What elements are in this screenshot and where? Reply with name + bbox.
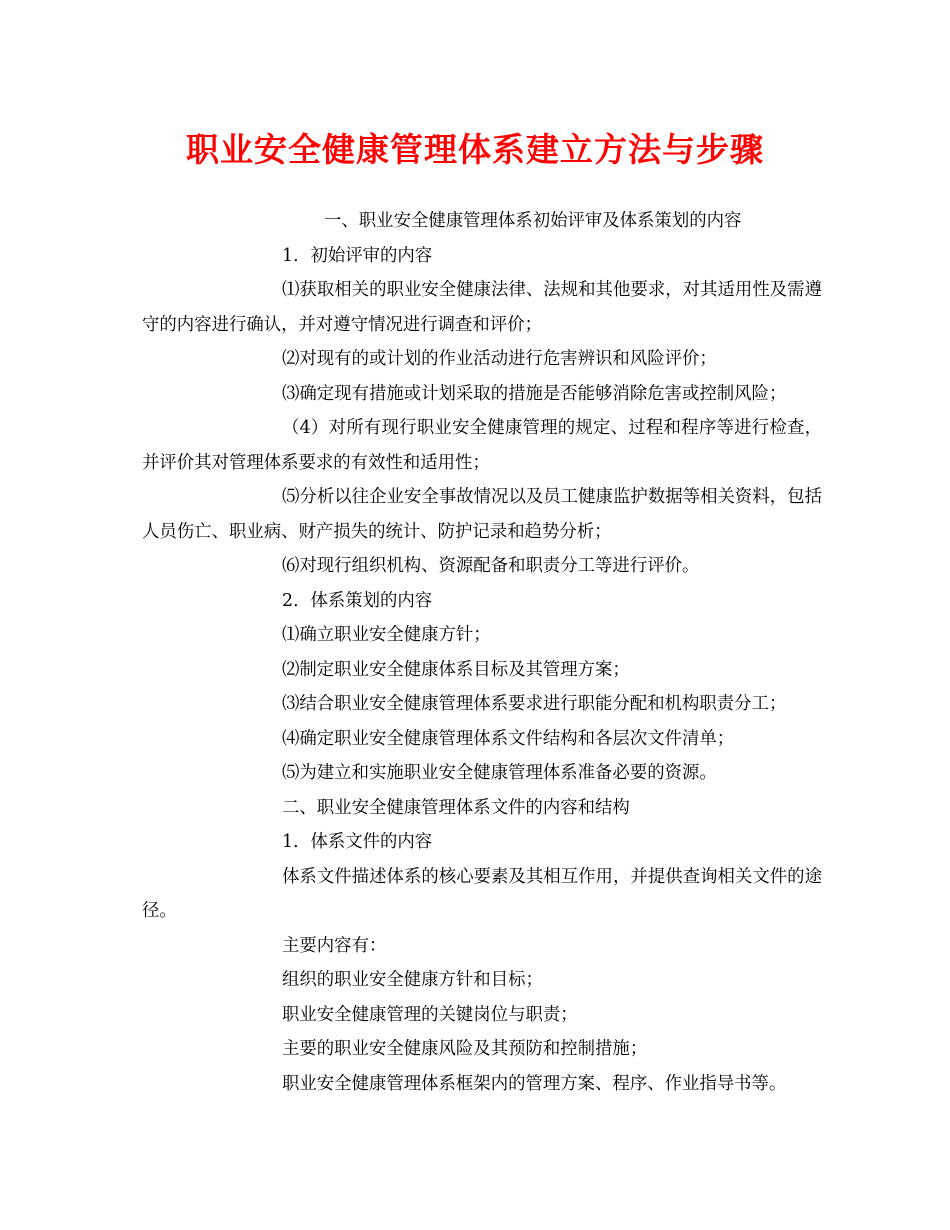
subsection-heading-1-1: 1．初始评审的内容 [282,245,433,266]
subsection-heading-1-2: 2．体系策划的内容 [282,590,433,611]
list-item: ⑵制定职业安全健康体系目标及其管理方案； [282,659,630,680]
body-paragraph: 主要内容有： [282,935,387,956]
document-body [142,204,822,1101]
subsection-heading-2-1: 1．体系文件的内容 [282,832,433,852]
document-title: 职业安全健康管理体系建立方法与步骤 [186,130,764,169]
list-item: ⑶结合职业安全健康管理体系要求进行职能分配和机构职责分工； [282,694,787,714]
list-item: 职业安全健康管理体系框架内的管理方案、程序、作业指导书等。 [282,1073,787,1094]
list-item: 组织的职业安全健康方针和目标； [282,970,543,990]
list-item: 主要的职业安全健康风险及其预防和控制措施； [282,1039,648,1059]
list-item: ⑴确立职业安全健康方针； [282,625,491,645]
list-item: ⑷确定职业安全健康管理体系文件结构和各层次文件清单； [282,728,735,749]
section-heading-1: 一、职业安全健康管理体系初始评审及体系策划的内容 [324,211,742,231]
list-item: ⑸为建立和实施职业安全健康管理体系准备必要的资源。 [282,763,717,783]
list-item: 职业安全健康管理的关键岗位与职责； [282,1004,578,1025]
list-item: ⑶确定现有措施或计划采取的措施是否能够消除危害或控制风险； [282,383,787,404]
body-paragraph: 体系文件描述体系的核心要素及其相互作用，并提供查询相关文件的途径。 [142,866,822,921]
list-item: ⑵对现有的或计划的作业活动进行危害辨识和风险评价； [282,349,717,369]
list-item: ⑴获取相关的职业安全健康法律、法规和其他要求，对其适用性及需遵守的内容进行确认，并对遵守情况进行调查和评价； [142,280,822,335]
list-item: ⑹对现行组织机构、资源配备和职责分工等进行评价。 [282,556,700,576]
section-heading-2: 二、职业安全健康管理体系文件的内容和结构 [282,797,630,818]
list-item: ⑸分析以往企业安全事故情况以及员工健康监护数据等相关资料，包括人员伤亡、职业病、财产损失的统计、防护记录和趋势分析； [142,487,822,542]
list-item: （4）对所有现行职业安全健康管理的规定、过程和程序等进行检查，并评价其对管理体系要求的有效性和适用性； [142,418,822,473]
